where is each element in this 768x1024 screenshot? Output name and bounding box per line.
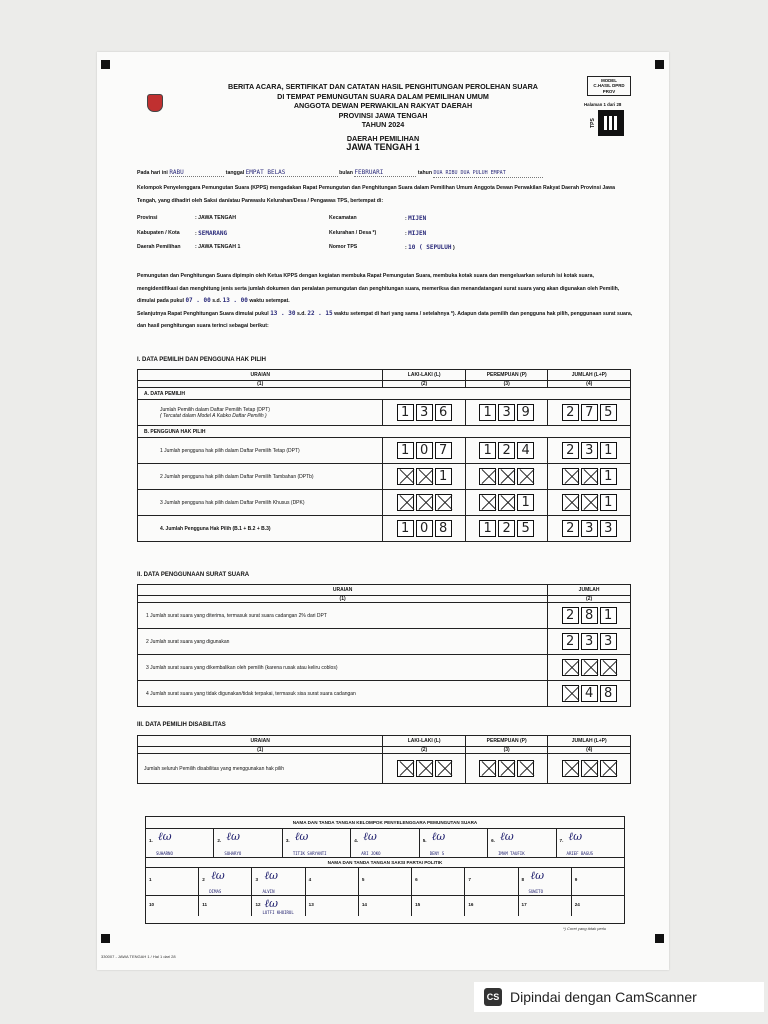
digit-box: 6 [435,404,452,421]
digit-box: 1 [397,520,414,537]
digit-box: 4 [581,685,598,702]
digit-box [416,760,433,777]
procedure-paragraph: Pemungutan dan Penghitungan Suara dipimpin oleh Ketua KPPS dengan kegiatan membuka Rapat Pemungutan Suara, membuka kotak suara dan mengeluarkan seluruh isi kotak suara, mengidentifikasi dan menghitung jenis serta jumlah dokumen dan peralatan pemungutan dan penghitungan suara, memeriksa dan menandatangani surat suara yang akan digunakan oleh Pemilih, dimulai pada pukul 07 . 00 s.d. 13 . 00 waktu setempat. Selanjutnya Rapat Penghitungan Suara dimulai pukul 13 . 30 s.d. 22 . 15 waktu setempat di hari yang sama / setelahnya *). Adapun data pemilih dan pengguna hak pilih, penggunaan surat suara, dan hasil penghitungan suara terinci sebagai berikut: [137,273,633,329]
b3-male-boxes [383,494,465,511]
signature-scribble: ℓω [363,830,377,843]
registration-mark-tr [655,60,664,69]
section2-title: II. DATA PENGGUNAAN SURAT SUARA [137,572,250,578]
witness-signature-row-2 [146,896,624,916]
b2-male-boxes [383,468,465,485]
ballot-row-4: 4 Jumlah surat suara yang tidak digunakan/tidak terpakai, termasuk sisa surat suara cadangan 4 8 [138,681,631,707]
digit-box: 3 [600,520,617,537]
signature-cell [146,896,199,916]
disability-table: URAIAN LAKI-LAKI (L) PEREMPUAN (P) JUMLAH (L+P) (1) (2) (3) (4) Jumlah seluruh Pemilih disabilitas yang menggunakan hak pilih [137,735,631,784]
digit-box: 3 [416,404,433,421]
digit-box [397,494,414,511]
ballot-returned-boxes [548,659,630,676]
signature-cell [519,896,572,916]
b1-female-boxes [466,442,548,459]
digit-box [498,494,515,511]
digit-box: 2 [562,442,579,459]
signature-number: 9 [574,877,578,882]
digit-box [498,760,515,777]
signature-number: 11 [202,902,208,907]
digit-box: 1 [435,468,452,485]
digit-box: 1 [479,404,496,421]
signer-name: DENY S [429,851,445,856]
signature-number: 13 [308,902,314,907]
intro-paragraph: Kelompok Penyelenggara Pemungutan Suara (KPPS) mengadakan Rapat Pemungutan dan Penghitungan Suara dalam Pemilihan Umum Anggota Dewan Perwakilan Rakyat Daerah Provinsi Jawa Tengah, yang dihadiri oleh Saksi dan/atau Panwaslu Kelurahan/Desa / Pengawas TPS, bertempat di: [137,185,616,204]
digit-box [397,760,414,777]
signer-name: ARI JOKO [361,851,381,856]
digit-box: 8 [600,685,617,702]
digit-box [479,494,496,511]
voter-data-table: URAIAN LAKI-LAKI (L) PEREMPUAN (P) JUMLAH (L+P) (1) (2) (3) (4) A. DATA PEMILIH Jumlah Pemilih dalam Daftar Pemilih Tetap (DPT) ( Tercatat dalam Model A Kabko Daftar Pemilih ) 1 3 6 1 3 9 2 7 5 B. PENGGUNA HAK PILIH 1 Jumlah pengguna hak pilih dalam Daftar Pemilih Tetap (DPT) 1 0 7 1 2 4 2 3 1 2 Jumlah pengguna hak pilih dalam Daftar Pemilih Tambahan (DPTb) 1 1 3 Jumlah pengguna hak pilih dalam Daftar Pemilih Khusus (DPK) 1 1 4. Jumlah Pengguna Hak Pilih (B.1 + B.2 + B.3) 1 0 8 1 2 5 2 3 3 [137,369,631,542]
digit-box: 0 [416,520,433,537]
signature-number: 6 [415,877,418,882]
signature-cell [465,896,518,916]
page-number: Halaman 1 dari 28 [584,102,622,107]
signature-scribble: ℓω [500,830,514,843]
signature-scribble: ℓω [431,830,446,843]
signature-cell [519,868,572,895]
digit-box [562,659,579,676]
digit-box: 5 [517,520,534,537]
b1-male-boxes [383,442,465,459]
signature-cell [199,896,252,916]
digit-box: 3 [600,633,617,650]
signature-cell [359,896,412,916]
registration-mark-br [655,934,664,943]
signature-cell [214,829,282,857]
digit-box: 3 [498,404,515,421]
signature-cell [252,868,305,895]
tps-code-label: TPS [589,118,596,128]
signature-number: 17 [521,902,527,907]
signature-cell [351,829,419,857]
signature-number: 7 [468,877,471,882]
ballot-row-3: 3 Jumlah surat suara yang dikembalikan oleh pemilih (karena rusak atau keliru coblos) [138,655,631,681]
signature-number: 3. [285,838,290,843]
footer-page-label: 330007 - JAWA TENGAH 1 / Hal 1 dari 28 [101,954,176,959]
signature-block: NAMA DAN TANDA TANGAN KELOMPOK PENYELENGGARA PEMUNGUTAN SUARA 1. ℓω SUHARNO 2. ℓω SUHARYO 3. ℓω TITIK SARYANTI 4. ℓω ARI JOKO 5. ℓω DENY S 6. ℓω IMAM TAUFIK 7. ℓω ARIEF BAGUS NAMA DAN TANDA TANGAN SAKSI PARTAI POLITIK 1 2 ℓω DIMAS 3 ℓω ALVIN 4 5 6 7 8 ℓω SUWITO 9 10 11 12 ℓω LUTFI KHOIRUL 13 14 15 16 17 24 [145,816,625,924]
signature-cell [465,868,518,895]
signature-number: 5. [422,838,427,843]
digit-box: 9 [517,404,534,421]
signer-name: ARIEF BAGUS [566,851,594,856]
signature-number: 5 [361,877,365,882]
signature-scribble: ℓω [226,830,240,843]
digit-box [479,468,496,485]
digit-box [435,760,452,777]
digit-box: 0 [416,442,433,459]
digit-box [562,760,579,777]
signature-cell [146,829,214,857]
digit-box: 2 [562,607,579,624]
digit-box: 1 [600,442,617,459]
b1-total-boxes [548,442,630,459]
digit-box: 1 [397,442,414,459]
signature-number: 24 [574,902,580,907]
digit-box [416,494,433,511]
dpt-total-boxes [548,404,630,421]
signature-number: 2 [202,877,205,882]
digit-box: 2 [562,633,579,650]
signature-cell [420,829,488,857]
qr-code [598,110,624,136]
digit-box: 1 [479,520,496,537]
signature-scribble: ℓω [264,869,278,882]
signature-scribble: ℓω [211,869,225,882]
digit-box: 2 [498,520,515,537]
camscanner-watermark [474,982,764,1012]
digit-box [600,760,617,777]
digit-box: 2 [498,442,515,459]
dpt-male-boxes [383,404,465,421]
camscanner-label: Dipindai dengan CamScanner [510,989,697,1005]
signature-cell [306,868,359,895]
digit-box: 8 [581,607,598,624]
signature-number: 15 [415,902,421,907]
signature-cell [412,896,465,916]
digit-box [581,760,598,777]
digit-box [562,494,579,511]
signature-number: 4. [354,838,359,843]
digit-box: 3 [581,520,598,537]
footer-note: *) Coret yang tidak perlu [563,926,607,931]
digit-box [581,494,598,511]
registration-mark-bl [101,934,110,943]
ballot-unused-boxes [548,685,630,702]
signer-name: SUHARYO [224,851,242,856]
signature-number: 4 [308,877,312,882]
signature-number: 16 [468,902,474,907]
document-title: BERITA ACARA, SERTIFIKAT DAN CATATAN HASIL PENGHITUNGAN PEROLEHAN SUARA DI TEMPAT PEMUNGUTAN SUARA DALAM PEMILIHAN UMUM ANGGOTA DEWAN PERWAKILAN RAKYAT DAERAH PROVINSI JAWA TENGAH TAHUN 2024 DAERAH PEMILIHAN JAWA TENGAH 1 [228,82,538,152]
signature-number: 3 [255,877,258,882]
b3-total-boxes [548,494,630,511]
ballot-row-2: 2 Jumlah surat suara yang digunakan 2 3 3 [138,629,631,655]
signer-name: SUHARNO [156,851,173,856]
ballot-row-1: 1 Jumlah surat suara yang diterima, termasuk surat suara cadangan 2% dari DPT 2 8 1 [138,603,631,629]
digit-box [416,468,433,485]
digit-box [581,659,598,676]
signer-name: SUWITO [528,889,543,894]
digit-box [479,760,496,777]
signature-scribble: ℓω [530,869,545,882]
digit-box: 3 [581,633,598,650]
row-b4: 4. Jumlah Pengguna Hak Pilih (B.1 + B.2 + B.3) 1 0 8 1 2 5 2 3 3 [138,516,631,542]
digit-box [562,468,579,485]
signature-cell [359,868,412,895]
signature-cell [146,868,199,895]
digit-box [517,760,534,777]
signature-number: 6. [491,838,495,843]
b2-female-boxes [466,468,548,485]
section1-title: I. DATA PEMILIH DAN PENGGUNA HAK PILIH [137,357,266,363]
disability-male-boxes [383,760,465,777]
digit-box [600,659,617,676]
signature-number: 8 [521,877,525,882]
signature-number: 14 [361,902,367,907]
signature-scribble: ℓω [568,830,583,843]
b4-total-boxes [548,520,630,537]
b4-female-boxes [466,520,548,537]
model-box: MODEL C.HASIL DPRD PROV [587,76,631,96]
row-b2: 2 Jumlah pengguna hak pilih dalam Daftar Pemilih Tambahan (DPTb) 1 1 [138,464,631,490]
row-b1: 1 Jumlah pengguna hak pilih dalam Daftar Pemilih Tetap (DPT) 1 0 7 1 2 4 2 3 1 [138,438,631,464]
signature-number: 2. [217,838,222,843]
b3-female-boxes [466,494,548,511]
disability-female-boxes [466,760,548,777]
intro-line: Pada hari ini RABU tanggal EMPAT BELAS bulan FEBRUARI tahun DUA RIBU DUA PULUH EMPAT [137,169,637,178]
signer-name: IMAM TAUFIK [498,851,525,856]
signer-name: LUTFI KHOIRUL [262,910,294,915]
witness-signature-row-1 [146,868,624,896]
signature-number: 1. [149,838,153,843]
signature-cell [412,868,465,895]
signature-cell [199,868,252,895]
kpps-signature-row [146,829,624,858]
signature-cell [572,896,624,916]
digit-box [435,494,452,511]
digit-box: 8 [435,520,452,537]
b2-total-boxes [548,468,630,485]
row-b3: 3 Jumlah pengguna hak pilih dalam Daftar Pemilih Khusus (DPK) 1 1 [138,490,631,516]
digit-box: 1 [600,494,617,511]
signature-number: 12 [255,902,261,907]
digit-box: 1 [600,468,617,485]
section3-title: III. DATA PEMILIH DISABILITAS [137,722,226,728]
signature-cell [572,868,624,895]
signature-scribble: ℓω [294,830,309,843]
signer-name: ALVIN [262,889,275,894]
signature-cell [557,829,624,857]
digit-box: 3 [581,442,598,459]
signer-name: TITIK SARYANTI [292,851,327,856]
signature-cell [306,896,359,916]
digit-box: 5 [600,404,617,421]
digit-box [517,468,534,485]
disability-row: Jumlah seluruh Pemilih disabilitas yang menggunakan hak pilih [138,754,631,784]
digit-box: 7 [581,404,598,421]
signer-name: DIMAS [209,889,222,894]
digit-box: 1 [600,607,617,624]
camscanner-icon: CS [484,988,502,1006]
signature-cell [488,829,556,857]
dpt-female-boxes [466,404,548,421]
signature-cell [283,829,351,857]
digit-box: 1 [397,404,414,421]
signature-number: 1 [149,877,152,882]
signature-scribble: ℓω [264,897,278,910]
disability-total-boxes [548,760,630,777]
signature-number: 10 [149,902,155,907]
ballot-used-boxes [548,633,630,650]
signature-number: 7. [559,838,564,843]
digit-box [562,685,579,702]
digit-box [397,468,414,485]
ballot-received-boxes [548,607,630,624]
signature-cell [252,896,305,916]
ballot-usage-table: URAIAN JUMLAH (1) (2) 1 Jumlah surat suara yang diterima, termasuk surat suara cadangan 2% dari DPT 2 8 1 2 Jumlah surat suara yang digunakan 2 3 3 3 Jumlah surat suara yang dikembalikan oleh pemilih (karena rusak atau keliru coblos) 4 Jumlah surat suara yang tidak digunakan/tidak terpakai, termasuk sisa surat suara cadangan 4 8 [137,584,631,707]
document-page: BERITA ACARA, SERTIFIKAT DAN CATATAN HASIL PENGHITUNGAN PEROLEHAN SUARA DI TEMPAT PEMUNGUTAN SUARA DALAM PEMILIHAN UMUM ANGGOTA DEWAN PERWAKILAN RAKYAT DAERAH PROVINSI JAWA TENGAH TAHUN 2024 DAERAH PEMILIHAN JAWA TENGAH 1 MODEL C.HASIL DPRD PROV Halaman 1 dari 28 TPS Pada hari ini RABU tanggal EMPAT BELAS bulan FEBRUARI tahun DUA RIBU DUA PULUH EMPAT Kelompok Penyelenggara Pemungutan Suara (KPPS) mengadakan Rapat Pemungutan dan Penghitungan Suara dalam Pemilihan Umum Anggota Dewan Perwakilan Rakyat Daerah Provinsi Jawa Tengah, yang dihadiri oleh Saksi dan/atau Panwaslu Kelurahan/Desa / Pengawas TPS, bertempat di: Provinsi : JAWA TENGAH Kabupaten / Kota : SEMARANG Daerah Pemilihan : JAWA TENGAH 1 Kecamatan : MIJEN Kelurahan / Desa *) : MIJEN Nomor TPS : 10 ( SEPULUH ) Pemungutan dan Penghitungan Suara dipimpin oleh Ketua KPPS dengan kegiatan membuka Rapat Pemungutan Suara, membuka kotak suara dan mengeluarkan seluruh isi kotak suara, mengidentifikasi dan menghitung jenis serta jumlah dokumen dan peralatan pemungutan dan penghitungan suara, memeriksa dan menandatangani surat suara yang akan digunakan oleh Pemilih, dimulai pada pukul 07 . 00 s.d. 13 . 00 waktu setempat. Selanjutnya Rapat Penghitungan Suara dimulai pukul 13 . 30 s.d. 22 . 15 waktu setempat di hari yang sama / setelahnya *). Adapun data pemilih dan pengguna hak pilih, penggunaan surat suara, dan hasil penghitungan suara terinci sebagai berikut: I. DATA PEMILIH DAN PENGGUNA HAK PILIH URAIAN LAKI-LAKI (L) PEREMPUAN (P) JUMLAH (L+P) (1) (2) (3) (4) A. DATA PEMILIH Jumlah Pemilih dalam Daftar Pemilih Tetap (DPT) ( Tercatat dalam Model A Kabko Daftar Pemilih ) 1 3 6 1 3 9 2 7 5 B. PENGGUNA HAK PILIH 1 Jumlah pengguna hak pilih dalam Daftar Pemilih Tetap (DPT) 1 0 7 1 2 4 2 3 1 2 Jumlah pengguna hak pilih dalam Daftar Pemilih Tambahan (DPTb) 1 1 3 Jumlah pengguna hak pilih dalam Daftar Pemilih Khusus (DPK) 1 1 4. Jumlah Pengguna Hak Pilih (B.1 + B.2 + B.3) 1 0 8 1 2 5 2 3 3 II. DATA PENGGUNAAN SURAT SUARA URAIAN JUMLAH (1) (2) 1 Jumlah surat suara yang diterima, termasuk surat suara cadangan 2% dari DPT 2 8 1 2 Jumlah surat suara yang digunakan 2 3 3 3 Jumlah surat suara yang dikembalikan oleh pemilih (karena rusak atau keliru coblos) 4 Jumlah surat suara yang tidak digunakan/tidak terpakai, termasuk sisa surat suara cadangan 4 8 III. DATA PEMILIH DISABILITAS URAIAN LAKI-LAKI (L) PEREMPUAN (P) JUMLAH (L+P) (1) (2) (3) (4) Jumlah seluruh Pemilih disabilitas yang menggunakan hak pilih NAMA DAN TANDA TANGAN KELOMPOK PENYELENGGARA PEMUNGUTAN SUARA 1. ℓω SUHARNO 2. ℓω SUHARYO 3. ℓω TITIK SARYANTI 4. ℓω ARI JOKO 5. ℓω DENY S 6. ℓω IMAM TAUFIK 7. ℓω ARIEF BAGUS NAMA DAN TANDA TANGAN SAKSI PARTAI POLITIK 1 2 ℓω DIMAS 3 ℓω ALVIN 4 5 6 7 8 ℓω SUWITO 9 10 11 12 ℓω LUTFI KHOIRUL 13 14 15 16 17 24 330007 - JAWA TENGAH 1 / Hal 1 dari 28 *) Coret yang tidak perlu [97,52,669,970]
digit-box: 2 [562,520,579,537]
digit-box: 1 [479,442,496,459]
digit-box [498,468,515,485]
signature-scribble: ℓω [158,830,172,843]
b4-male-boxes [383,520,465,537]
registration-mark-tl [101,60,110,69]
row-dpt: Jumlah Pemilih dalam Daftar Pemilih Tetap (DPT) ( Tercatat dalam Model A Kabko Daftar Pemilih ) 1 3 6 1 3 9 2 7 5 [138,400,631,426]
digit-box [581,468,598,485]
digit-box: 7 [435,442,452,459]
digit-box: 4 [517,442,534,459]
digit-box: 2 [562,404,579,421]
digit-box: 1 [517,494,534,511]
